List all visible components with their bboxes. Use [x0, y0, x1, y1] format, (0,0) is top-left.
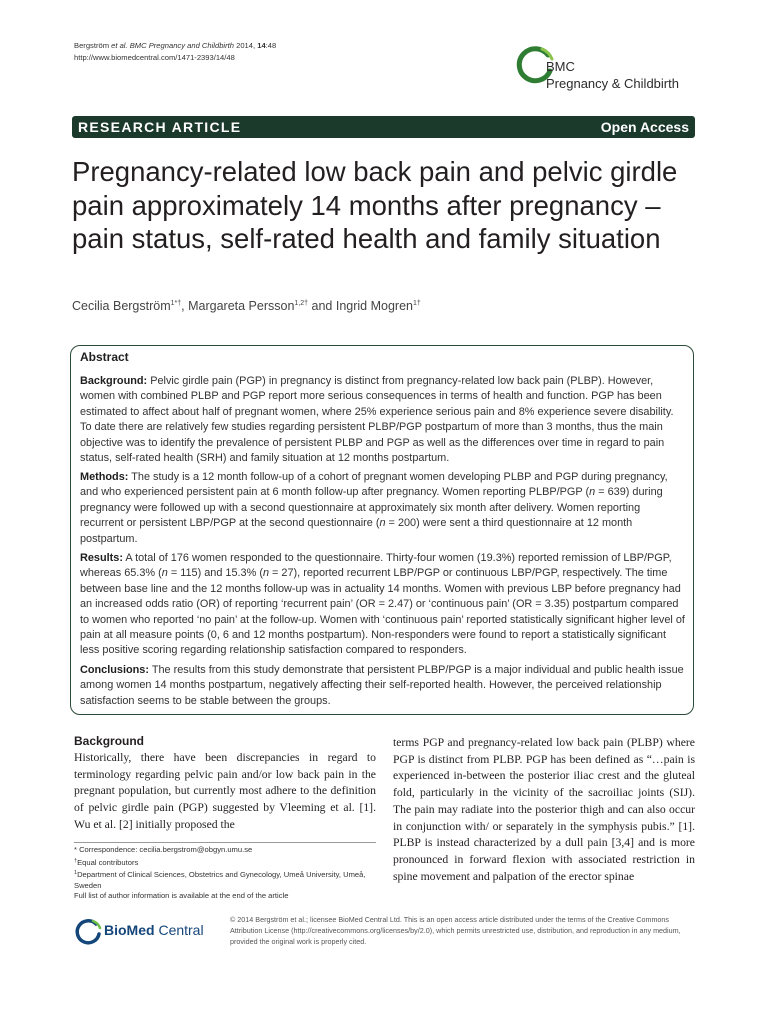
open-access-label: Open Access: [600, 119, 689, 135]
body-right-column: terms PGP and pregnancy-related low back pain (PLBP) where PGP is distinct from PLBP. PGP has been defined as “…pain is experienced in-between the posterior iliac crest and the gluteal fold, particularly in the vicinity of the sacroiliac joints (SIJ). The pain may radiate into the posterior thigh and can also occur in conjunction with/ or separately in the symphysis pubis.” [1]. PLBP is instead characterized by a dull pain [3,4] and is more pronounced in forward flexion with associated restriction in spine movement and palpation of the erector spinae: [393, 736, 695, 883]
abstract-conclusions: [80, 663, 686, 709]
abstract-methods-text: The study is a 12 month follow-up of a cohort of pregnant women developing PLBP and PGP during pregnancy, and who experienced persistent pain at 6 month follow-up after pregnancy. Women reporting PLBP/PGP (: [80, 471, 668, 499]
author-affil: 1†: [412, 300, 421, 307]
abstract-results-text: A total of 176 women responded to the questionnaire. Thirty-four women (19.3%) reported remission of LBP/PGP, whereas 65.3% (: [80, 552, 672, 580]
article-type-banner: [72, 116, 695, 138]
abstract-methods-text: = 639) during pregnancy were followed up with a second questionnaire at approximately six month after delivery. Women reporting recurrent or persistent LBP/PGP at the second questionnaire (: [80, 486, 663, 530]
affiliation-text: Department of Clinical Sciences, Obstetrics and Gynecology, Umeå University, Umeå, Sweden: [74, 870, 366, 890]
author-name[interactable]: Ingrid Mogren: [335, 299, 413, 313]
abstract-methods-n: n: [589, 486, 596, 499]
journal-logo-name: Pregnancy & Childbirth: [546, 76, 679, 91]
abstract-results-text: = 115) and 15.3% (: [167, 567, 263, 580]
author-affil: 1,2†: [294, 300, 309, 307]
article-title: Pregnancy-related low back pain and pelvic girdle pain approximately 14 months after pregnancy – pain status, self-rated health and family situation: [72, 156, 678, 254]
correspondence-note[interactable]: * Correspondence: cecilia.bergstrom@obgyn.umu.se: [74, 845, 253, 854]
abstract-background-label: Background:: [80, 375, 148, 387]
abstract-methods-label: Methods:: [80, 471, 129, 483]
citation-authors: Bergström: [74, 41, 110, 50]
equal-contrib-mark: †: [74, 857, 78, 864]
abstract-conclusions-label: Conclusions:: [80, 664, 149, 676]
full-list-note: Full list of author information is available at the end of the article: [74, 891, 289, 901]
journal-logo-bmc: BMC: [546, 59, 575, 74]
biomed-wordmark-regular: Central: [154, 922, 204, 938]
biomed-wordmark-bold: BioMed: [104, 922, 155, 938]
abstract-background: [80, 374, 686, 466]
background-heading: Background: [74, 734, 145, 748]
citation-line: [74, 40, 474, 52]
abstract-heading: Abstract: [80, 350, 129, 364]
author-list: [72, 299, 421, 313]
citation-journal: BMC Pregnancy and Childbirth: [129, 41, 234, 50]
biomed-central-wordmark: [104, 922, 204, 938]
journal-logo: [512, 43, 702, 103]
citation-page: :48: [265, 41, 277, 50]
abstract-results-n: n: [262, 567, 270, 580]
footnote-divider: [74, 842, 376, 843]
license-statement: © 2014 Bergström et al.; licensee BioMed Central Ltd. This is an open access article distributed under the terms of the Creative Commons Attribution License (http://creativecommons.org/licenses/by/2.0), which permits unrestricted use, distribution, and reproduction in any medium, provided the original work is properly cited.: [230, 915, 681, 946]
abstract-results-text: = 27), reported recurrent LBP/PGP or continuous LBP/PGP, respectively. The time between base line and the 12 months follow-up was in actuality 14 months. Women with previous LBP before pregnancy had an increased odds ratio (OR) of reporting ‘recurrent pain’ (OR = 2.47) or ‘continuous pain’ (OR = 3.35) postpartum compared to women who reported ‘no pain’ at the follow-up. Women with ‘continuous pain’ reported statistically significant higher level of pain at all measure points (0, 6 and 12 months postpartum). Non-responders were found to report a statistically significant less positive scoring regarding relationship satisfaction compared to responders.: [80, 567, 685, 657]
body-left-column: Historically, there have been discrepancies in regard to terminology regarding pelvic pain and/or low back pain in the pregnant population, but currently most adhere to the definition of pelvic girdle pain (PGP) suggested by Vleeming et al. [1]. Wu et al. [2] initially proposed the: [74, 751, 376, 831]
abstract-results-label: Results:: [80, 552, 123, 564]
author-name[interactable]: Margareta Persson: [188, 299, 295, 313]
citation-etal: et al.: [109, 41, 130, 50]
abstract-methods-text: = 200) were sent a third questionnaire at 12 month postpartum.: [80, 517, 633, 545]
author-separator: ,: [181, 299, 189, 313]
article-url[interactable]: http://www.biomedcentral.com/1471-2393/14/48: [74, 53, 235, 62]
citation-year: 2014,: [233, 41, 258, 50]
abstract-methods: [80, 470, 686, 547]
affiliation-note: [74, 868, 376, 891]
citation-volume: 14: [257, 41, 266, 50]
biomed-swirl-icon: [74, 918, 102, 946]
equal-contrib-note: [74, 856, 376, 869]
author-affil: 1*†: [170, 300, 182, 307]
affiliation-mark: 1: [74, 870, 78, 877]
author-name[interactable]: Cecilia Bergström: [72, 299, 171, 313]
article-type: RESEARCH ARTICLE: [78, 119, 242, 135]
equal-contrib-text: Equal contributors: [77, 857, 139, 867]
abstract-conclusions-text: The results from this study demonstrate that persistent PLBP/PGP is a major individual and public health issue among women 14 months postpartum, negatively affecting their self-reported health. However, the perceived relationship satisfaction seems to be stable between the groups.: [80, 664, 684, 707]
abstract-results-n: n: [161, 567, 168, 580]
biomed-central-logo: [74, 918, 224, 946]
abstract-results: [80, 551, 686, 659]
abstract-background-text: Pelvic girdle pain (PGP) in pregnancy is distinct from pregnancy-related low back pain (PLBP). However, women with combined PLBP and PGP report more serious consequences in terms of health and function. PGP has been estimated to affect about half of pregnant women, where 25% experience serious pain and 8% experience severe disability. To date there are relatively few studies regarding persistent PLBP/PGP postpartum of more than 3 months, thus the main objective was to identify the prevalence of persistent PLBP and PGP as well as the differences over time in regard to pain status, self-rated health (SRH) and family situation at 12 months postpartum.: [80, 375, 674, 465]
footnotes: [74, 845, 376, 902]
citation-header: [74, 40, 474, 64]
abstract-methods-n: n: [379, 517, 386, 530]
author-separator: and: [308, 299, 336, 313]
